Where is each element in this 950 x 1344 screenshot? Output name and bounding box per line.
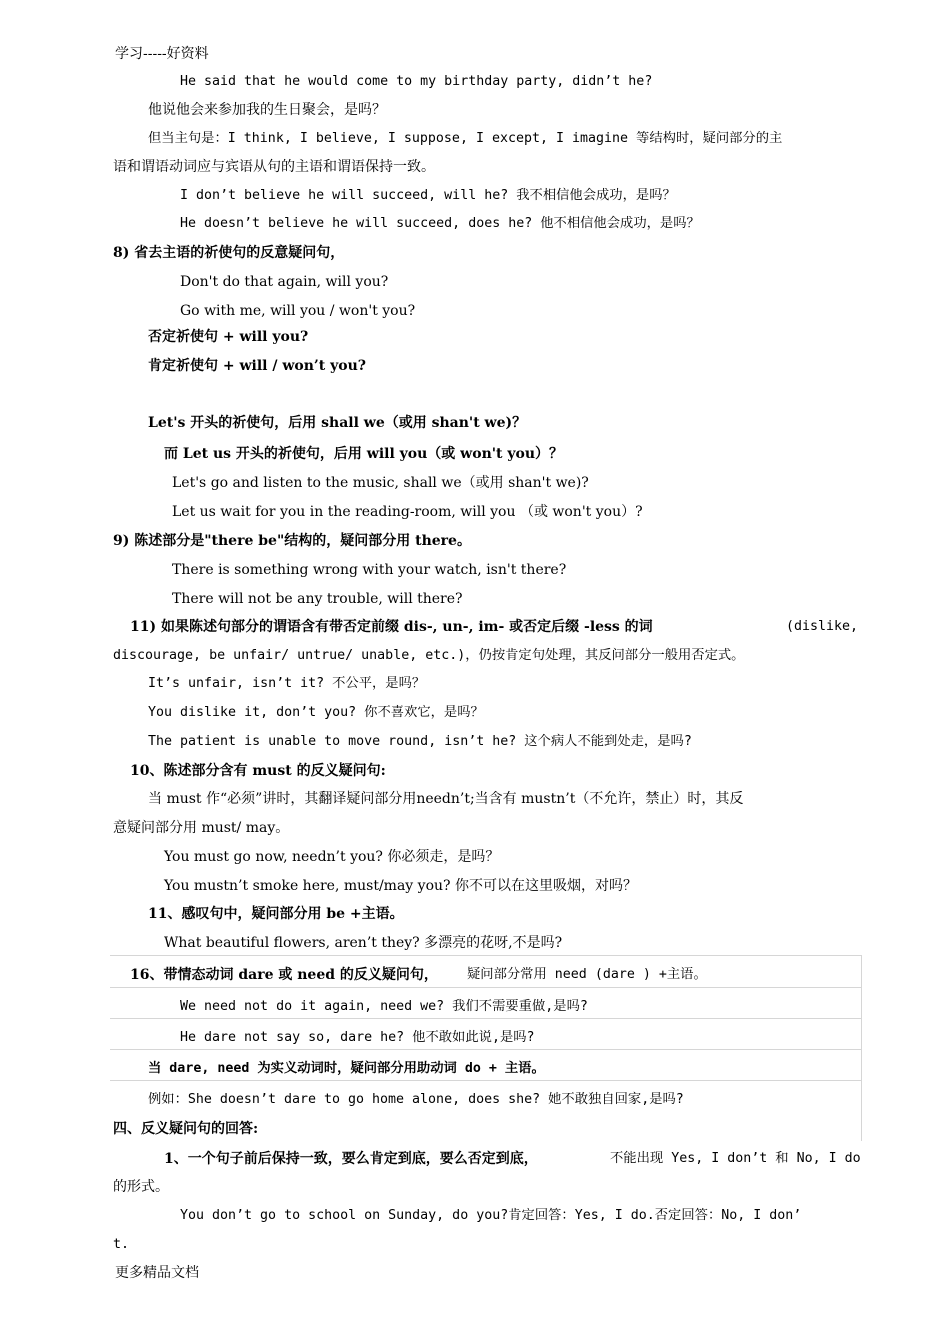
text-line: 当 must 作“必须”讲时，其翻译疑问部分用needn’t;当含有 mustn’t（不允许，禁止）时，其反 — [148, 791, 744, 807]
rule-line: 而 Let us 开头的祈使句，后用 will you（或 won't you）？ — [164, 446, 564, 462]
example-line: You must go now, needn’t you? 你必须走，是吗？ — [164, 849, 500, 865]
example-line: Don't do that again, will you? — [180, 274, 389, 290]
example-line: There will not be any trouble, will there? — [172, 591, 463, 607]
page-footer: 更多精品文档 — [115, 1265, 199, 1281]
section-heading: 9) 陈述部分是"there be"结构的，疑问部分用 there。 — [113, 533, 471, 549]
text-line: 意疑问部分用 must/ may。 — [113, 820, 290, 836]
section-heading: 10、陈述部分含有 must 的反义疑问句: — [130, 763, 386, 779]
rule-line: 当 dare, need 为实义动词时，疑问部分用助动词 do + 主语。 — [148, 1061, 545, 1076]
example-line: You mustn’t smoke here, must/may you? 你不可以在这里吸烟，对吗？ — [164, 878, 637, 894]
text-line: (dislike, — [786, 619, 859, 634]
section-heading: 11) 如果陈述句部分的谓语含有带否定前缀 dis-, un-, im- 或否定后缀 -less 的词 — [130, 619, 653, 635]
section-heading: 16、带情态动词 dare 或 need 的反义疑问句， — [130, 967, 438, 983]
example-line: You dislike it, don’t you? 你不喜欢它，是吗？ — [148, 705, 484, 720]
example-line: Go with me, will you / won't you? — [180, 303, 416, 319]
text-line: He said that he would come to my birthday party, didn’t he? — [180, 74, 653, 89]
rule-line: 1、一个句子前后保持一致，要么肯定到底，要么否定到底， — [164, 1151, 538, 1167]
text-line: I don’t believe he will succeed, will he? 我不相信他会成功，是吗？ — [180, 188, 676, 203]
text-line: He doesn’t believe he will succeed, does he? 他不相信他会成功，是吗？ — [180, 216, 700, 231]
text-line: 疑问部分常用 need (dare ) +主语。 — [467, 967, 707, 982]
section-heading: 四、反义疑问句的回答: — [113, 1121, 259, 1137]
text-line: 语和谓语动词应与宾语从句的主语和谓语保持一致。 — [113, 159, 435, 175]
example-line: Let us wait for you in the reading-room, will you （或 won't you）? — [172, 504, 643, 520]
section-heading: 11、感叹句中，疑问部分用 be +主语。 — [148, 906, 404, 922]
example-line: Let's go and listen to the music, shall we（或用 shan't we)? — [172, 475, 589, 491]
example-line: We need not do it again, need we? 我们不需要重做,是吗? — [180, 999, 588, 1014]
example-line: What beautiful flowers, aren’t they? 多漂亮的花呀,不是吗? — [164, 935, 563, 951]
example-line: The patient is unable to move round, isn’t he? 这个病人不能到处走，是吗? — [148, 734, 692, 749]
text-line: discourage, be unfair/ untrue/ unable, etc.)，仍按肯定句处理，其反问部分一般用否定式。 — [113, 648, 745, 663]
text-line: 他说他会来参加我的生日聚会，是吗？ — [148, 102, 386, 118]
example-line: He dare not say so, dare he? 他不敢如此说,是吗? — [180, 1030, 535, 1045]
page-header: 学习-----好资料 — [115, 46, 209, 62]
example-line: You don’t go to school on Sunday, do you?肯定回答：Yes, I do.否定回答：No, I don’ — [180, 1208, 802, 1223]
rule-line: 肯定祈使句 + will / won’t you? — [148, 358, 366, 374]
rule-line: Let's 开头的祈使句，后用 shall we（或用 shan't we)？ — [148, 415, 527, 431]
section-heading: 8) 省去主语的祈使句的反意疑问句， — [113, 245, 345, 261]
example-line: There is something wrong with your watch, isn't there? — [172, 562, 567, 578]
example-line: t. — [113, 1237, 130, 1252]
example-line: It’s unfair, isn’t it? 不公平，是吗？ — [148, 676, 426, 691]
text-line: 但当主句是：I think, I believe, I suppose, I except, I imagine 等结构时，疑问部分的主 — [148, 131, 783, 146]
text-line: 的形式。 — [113, 1179, 169, 1195]
rule-line: 否定祈使句 + will you? — [148, 329, 309, 345]
example-line: 例如：She doesn’t dare to go home alone, does she? 她不敢独自回家,是吗? — [148, 1092, 684, 1107]
text-line: 不能出现 Yes, I don’t 和 No, I do — [610, 1151, 861, 1166]
